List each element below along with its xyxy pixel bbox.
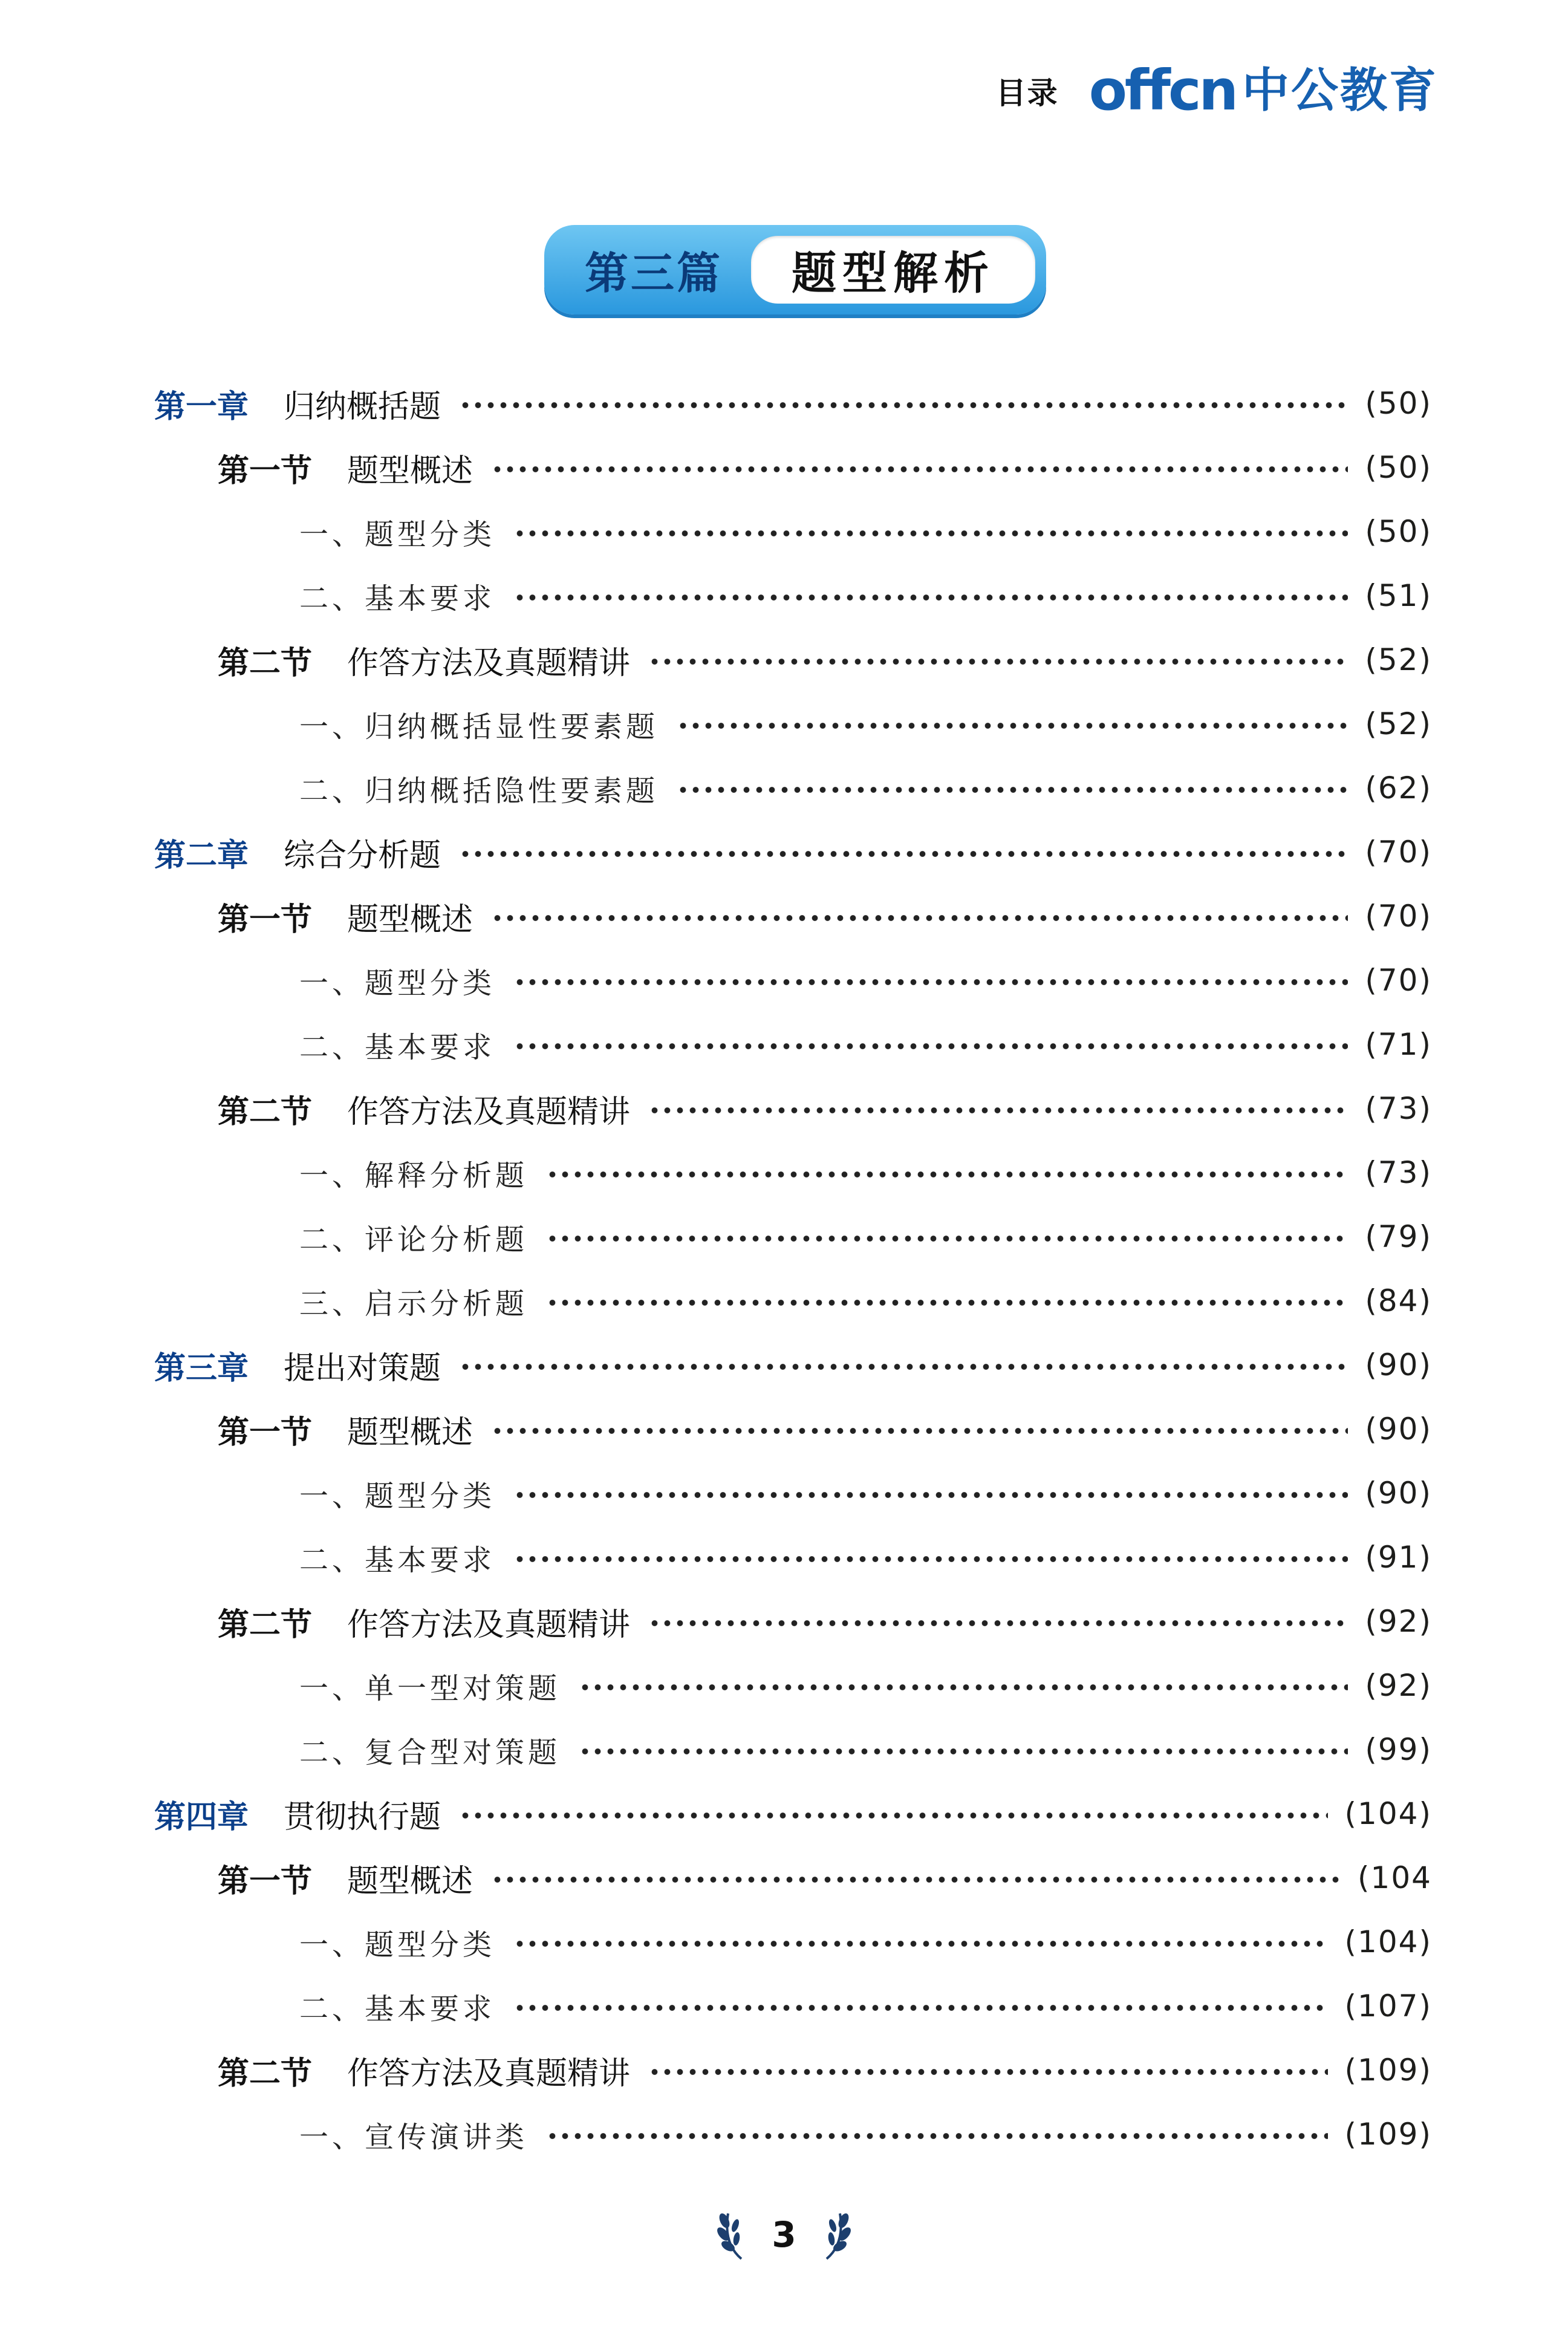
toc-page-number: (90) [1365,1347,1432,1383]
toc-entry-name: 题型概述 [347,901,473,938]
toc-item-row [0,703,1568,745]
toc-page-number: (71) [1365,1027,1432,1062]
toc-item-row [0,1280,1568,1322]
toc-chapter-row [0,382,1568,425]
toc-page-number: (109) [1344,2117,1432,2152]
toc-section-row [0,1857,1568,1899]
page-footer [0,2207,1568,2262]
toc-entry-title [218,445,473,490]
laurel-right-icon [815,2207,857,2262]
toc-entry-number: 第一章 [154,388,249,425]
toc-entry-title: 二、基本要求 [299,1992,496,2026]
toc-item-row [0,1921,1568,1963]
toc-section-row [0,895,1568,937]
toc-item-row [0,1985,1568,2027]
toc-section-row [0,639,1568,681]
toc-page-number: (51) [1365,578,1432,613]
toc-entry-name: 贯彻执行题 [284,1799,441,1835]
toc-item-row [0,1728,1568,1771]
toc-entry-title: 二、归纳概括隐性要素题 [299,774,659,808]
toc-page-number: (62) [1365,770,1432,806]
dot-leader [513,594,1348,601]
toc-entry-title [154,1343,441,1388]
toc-section-row [0,1408,1568,1450]
toc-item-row [0,959,1568,1002]
toc-item-row [0,510,1568,553]
dot-leader [648,1620,1348,1626]
toc-entry-title [218,1407,473,1452]
toc-page-number: (70) [1365,899,1432,934]
toc-item-row [0,1151,1568,1194]
toc-page-number: (99) [1365,1732,1432,1767]
toc-entry-title [218,894,473,939]
dot-leader [648,2069,1328,2075]
dot-leader [677,723,1348,729]
toc-page-number: (104) [1344,1924,1432,1959]
dot-leader [459,851,1348,857]
dot-leader [648,659,1348,665]
dot-leader [491,1877,1341,1883]
toc-entry-title: 一、题型分类 [299,517,496,552]
toc-entry-title: 二、评论分析题 [299,1222,529,1257]
dot-leader [459,1813,1328,1819]
toc-item-row [0,2113,1568,2155]
toc-chapter-row [0,1344,1568,1386]
toc-entry-number: 第二章 [154,837,249,874]
toc-page-number: (84) [1365,1283,1432,1318]
dot-leader [648,1107,1348,1113]
toc-entry-title [154,381,441,426]
dot-leader [513,530,1348,536]
toc-page-number: (73) [1365,1091,1432,1126]
toc-entry-name: 作答方法及真题精讲 [347,1606,631,1643]
toc-entry-title: 一、题型分类 [299,1479,496,1513]
toc-item-row [0,1472,1568,1514]
dot-leader [491,1428,1348,1434]
toc-entry-title: 一、归纳概括显性要素题 [299,709,659,744]
part-banner [544,225,1046,314]
toc-entry-number: 第一节 [218,1414,313,1451]
logo-latin: offcn [1088,58,1236,123]
page-header [996,48,1438,133]
toc-page-number: (50) [1365,514,1432,549]
toc-section-row [0,1087,1568,1130]
toc-entry-name: 综合分析题 [284,837,441,874]
dot-leader [491,915,1348,921]
toc-item-row [0,1023,1568,1066]
dot-leader [546,1171,1348,1177]
toc-page-number: (70) [1365,835,1432,870]
toc-page-number: (104 [1358,1860,1432,1895]
toc-page-number: (79) [1365,1219,1432,1254]
toc-entry-number: 第一节 [218,1863,313,1900]
laurel-left-icon [711,2207,753,2262]
logo-chinese: 中公教育 [1241,64,1438,118]
toc-entry-name: 题型概述 [347,1863,473,1900]
toc-entry-title [218,637,630,683]
toc-page-number: (90) [1365,1476,1432,1511]
toc-page-number: (73) [1365,1155,1432,1190]
offcn-logo [1088,58,1438,123]
dot-leader [546,1300,1348,1306]
toc-page-number: (109) [1344,2053,1432,2088]
toc-entry-title: 一、题型分类 [299,966,496,1000]
toc-entry-name: 题型概述 [347,1414,473,1451]
toc-entry-number: 第二节 [218,1093,313,1130]
toc-entry-number: 第二节 [218,1606,313,1643]
toc-entry-title [218,1086,630,1132]
toc-page-number: (50) [1365,450,1432,485]
toc-entry-number: 第二节 [218,2055,313,2092]
dot-leader [677,787,1348,793]
toc-entry-title: 一、宣传演讲类 [299,2120,529,2154]
page-number: 3 [772,2214,796,2255]
toc-entry-title [218,1855,473,1901]
dot-leader [513,979,1348,985]
toc-entry-number: 第三章 [154,1350,249,1387]
toc-page-number: (70) [1365,963,1432,998]
dot-leader [513,1492,1348,1498]
toc-entry-title: 二、基本要求 [299,1030,496,1064]
toc-page-number: (91) [1365,1540,1432,1575]
toc-entry-name: 归纳概括题 [284,388,441,425]
toc-section-row [0,1600,1568,1643]
toc-entry-number: 第二节 [218,645,313,682]
toc-entry-title: 一、题型分类 [299,1927,496,1962]
toc-entry-title [218,1599,630,1644]
toc-entry-name: 提出对策题 [284,1350,441,1387]
toc-page-number: (92) [1365,1604,1432,1639]
dot-leader [459,1364,1348,1370]
toc-entry-number: 第一节 [218,901,313,938]
banner-title: 题型解析 [751,236,1035,304]
toc-entry-title [154,1791,441,1837]
toc-entry-number: 第一节 [218,452,313,489]
toc-page-number: (50) [1365,386,1432,421]
banner-part-label: 第三篇 [584,248,723,299]
toc-page-number: (52) [1365,642,1432,677]
toc-chapter-row [0,831,1568,873]
toc-section-row [0,446,1568,489]
dot-leader [459,402,1348,408]
toc-entry-name: 作答方法及真题精讲 [347,645,631,682]
dot-leader [491,466,1348,472]
toc-entry-title: 二、复合型对策题 [299,1735,561,1770]
toc-page-number: (104) [1344,1796,1432,1831]
header-label: 目录 [995,76,1059,111]
toc-page-number: (92) [1365,1668,1432,1703]
toc-item-row [0,767,1568,809]
dot-leader [513,1556,1348,1562]
dot-leader [513,2005,1328,2011]
dot-leader [513,1941,1328,1947]
toc-entry-title: 二、基本要求 [299,1543,496,1577]
toc-entry-title: 一、单一型对策题 [299,1671,561,1705]
toc-entry-title: 一、解释分析题 [299,1158,529,1193]
toc-entry-name: 题型概述 [347,452,473,489]
toc-entry-title: 二、基本要求 [299,581,496,616]
dot-leader [579,1684,1348,1690]
toc-section-row [0,2049,1568,2091]
dot-leader [546,2133,1328,2139]
toc-item-row [0,575,1568,617]
dot-leader [546,1236,1348,1242]
toc-page-number: (107) [1344,1988,1432,2024]
dot-leader [513,1043,1348,1049]
dot-leader [579,1748,1348,1754]
toc-item-row [0,1216,1568,1258]
toc-page-number: (52) [1365,706,1432,741]
toc-entry-number: 第四章 [154,1799,249,1835]
toc-entry-name: 作答方法及真题精讲 [347,2055,631,2092]
toc-entry-title: 三、启示分析题 [299,1286,529,1321]
toc-entry-title [218,2048,630,2093]
toc-page-number: (90) [1365,1412,1432,1447]
toc-chapter-row [0,1793,1568,1835]
toc-entry-name: 作答方法及真题精讲 [347,1093,631,1130]
toc-item-row [0,1664,1568,1707]
toc-item-row [0,1536,1568,1578]
toc-entry-title [154,830,441,875]
